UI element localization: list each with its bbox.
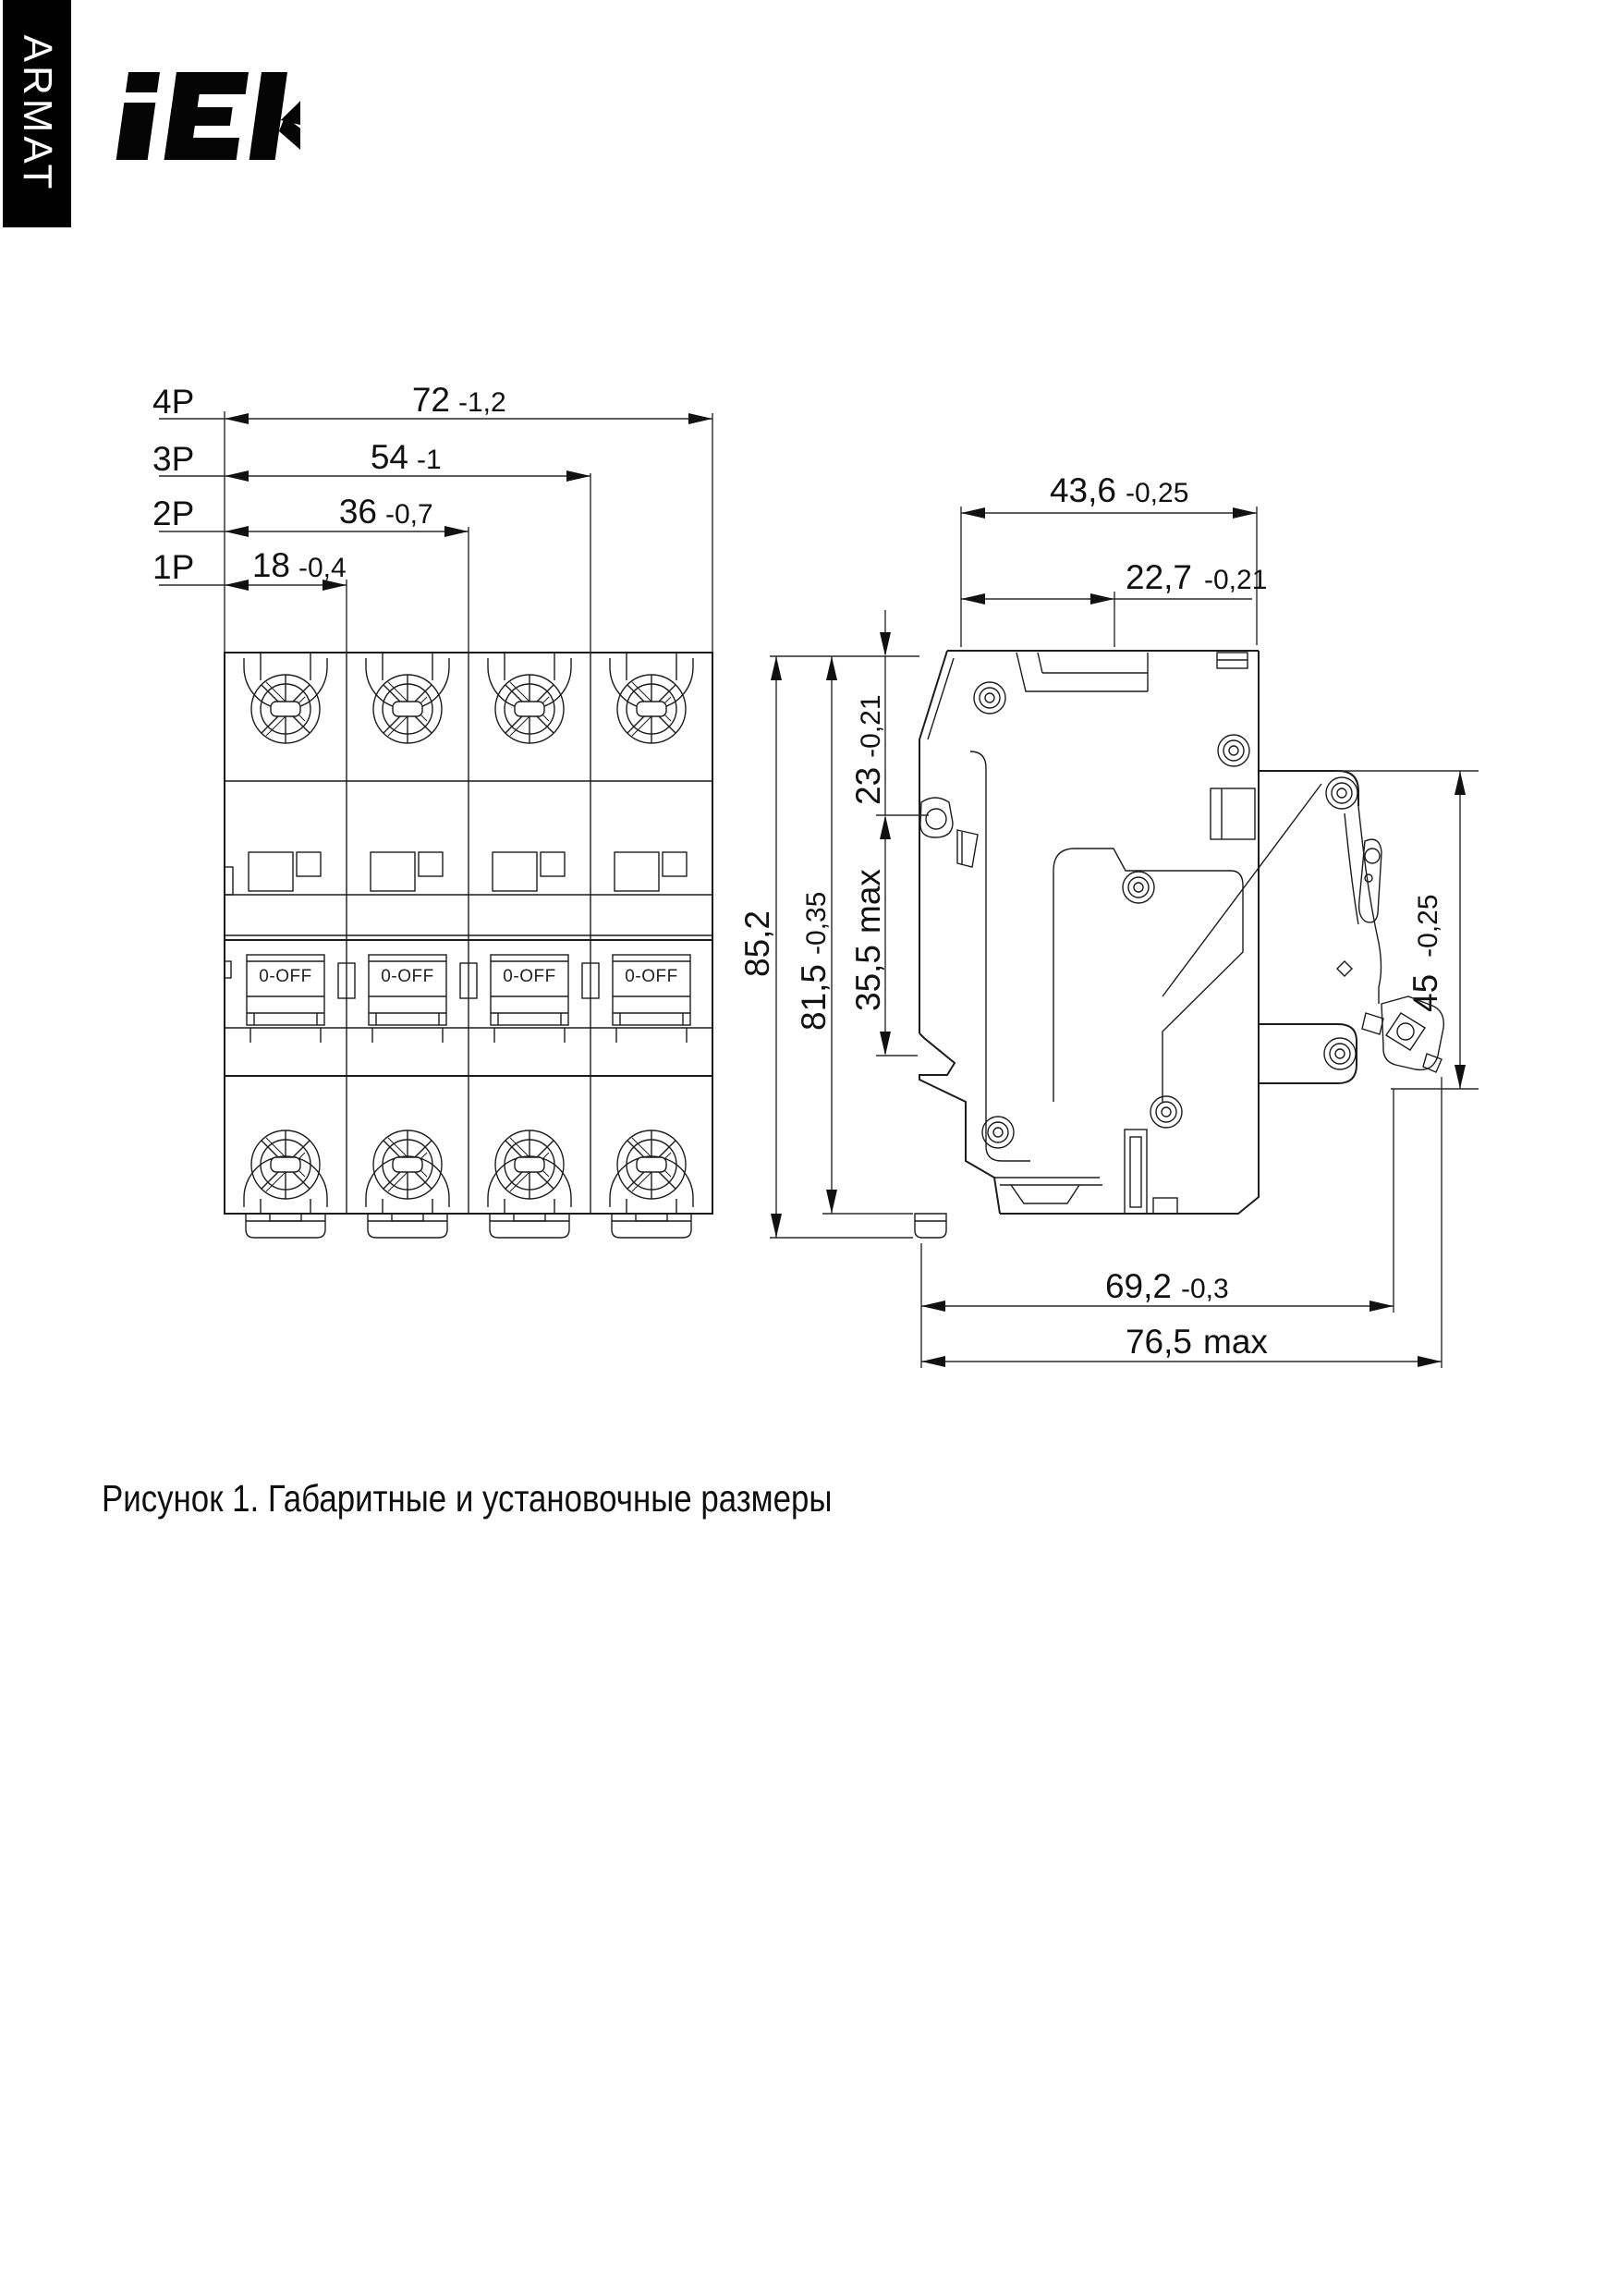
dim-label: 81,5-0,35	[795, 891, 833, 1031]
toggle-label: 0-OFF	[503, 967, 556, 986]
figure-caption: Рисунок 1. Габаритные и установочные размеры	[102, 1477, 833, 1520]
breaker-pole	[610, 653, 693, 1238]
pole-count-label: 4P	[152, 383, 195, 421]
dim-value: 54	[370, 438, 408, 476]
front-view-dimensions	[152, 381, 712, 653]
dim-label: 85,2	[738, 910, 776, 977]
dim-value: 72	[411, 381, 450, 419]
dim-label: 45-0,25	[1406, 894, 1444, 1012]
series-label: ARMAT	[15, 34, 60, 193]
dim-tolerance: -0,25	[1126, 478, 1189, 508]
side-view	[915, 651, 1443, 1238]
breaker-pole	[366, 653, 449, 1238]
dim-value: 22,7	[1126, 558, 1193, 596]
dim-label: 23-0,21	[849, 694, 887, 805]
dim-value: 18	[251, 546, 290, 584]
dim-value: 69,2	[1104, 1267, 1172, 1305]
dim-value: 36	[338, 493, 377, 531]
dim-suffix: max	[1203, 1323, 1268, 1361]
breaker-pole	[244, 653, 327, 1238]
dim-tolerance: -0,7	[385, 499, 433, 530]
dim-tolerance: -0,3	[1181, 1274, 1229, 1304]
dim-label: 35,5max	[849, 869, 887, 1011]
pole-count-label: 1P	[152, 548, 195, 586]
toggle-label: 0-OFF	[381, 967, 434, 986]
dim-tolerance: -0,21	[1204, 565, 1268, 595]
dim-value: 43,6	[1049, 471, 1116, 509]
dim-tolerance: -1,2	[458, 387, 506, 418]
pole-count-label: 3P	[152, 440, 195, 478]
toggle-label: 0-OFF	[625, 967, 678, 986]
front-view	[225, 653, 712, 1238]
dim-value: 76,5	[1125, 1323, 1192, 1361]
dim-tolerance: -0,4	[298, 553, 347, 583]
side-view-dimensions	[738, 471, 1479, 1368]
breaker-pole	[488, 653, 571, 1238]
pole-count-label: 2P	[152, 495, 195, 532]
toggle-label: 0-OFF	[259, 967, 312, 986]
dim-tolerance: -1	[417, 445, 442, 475]
